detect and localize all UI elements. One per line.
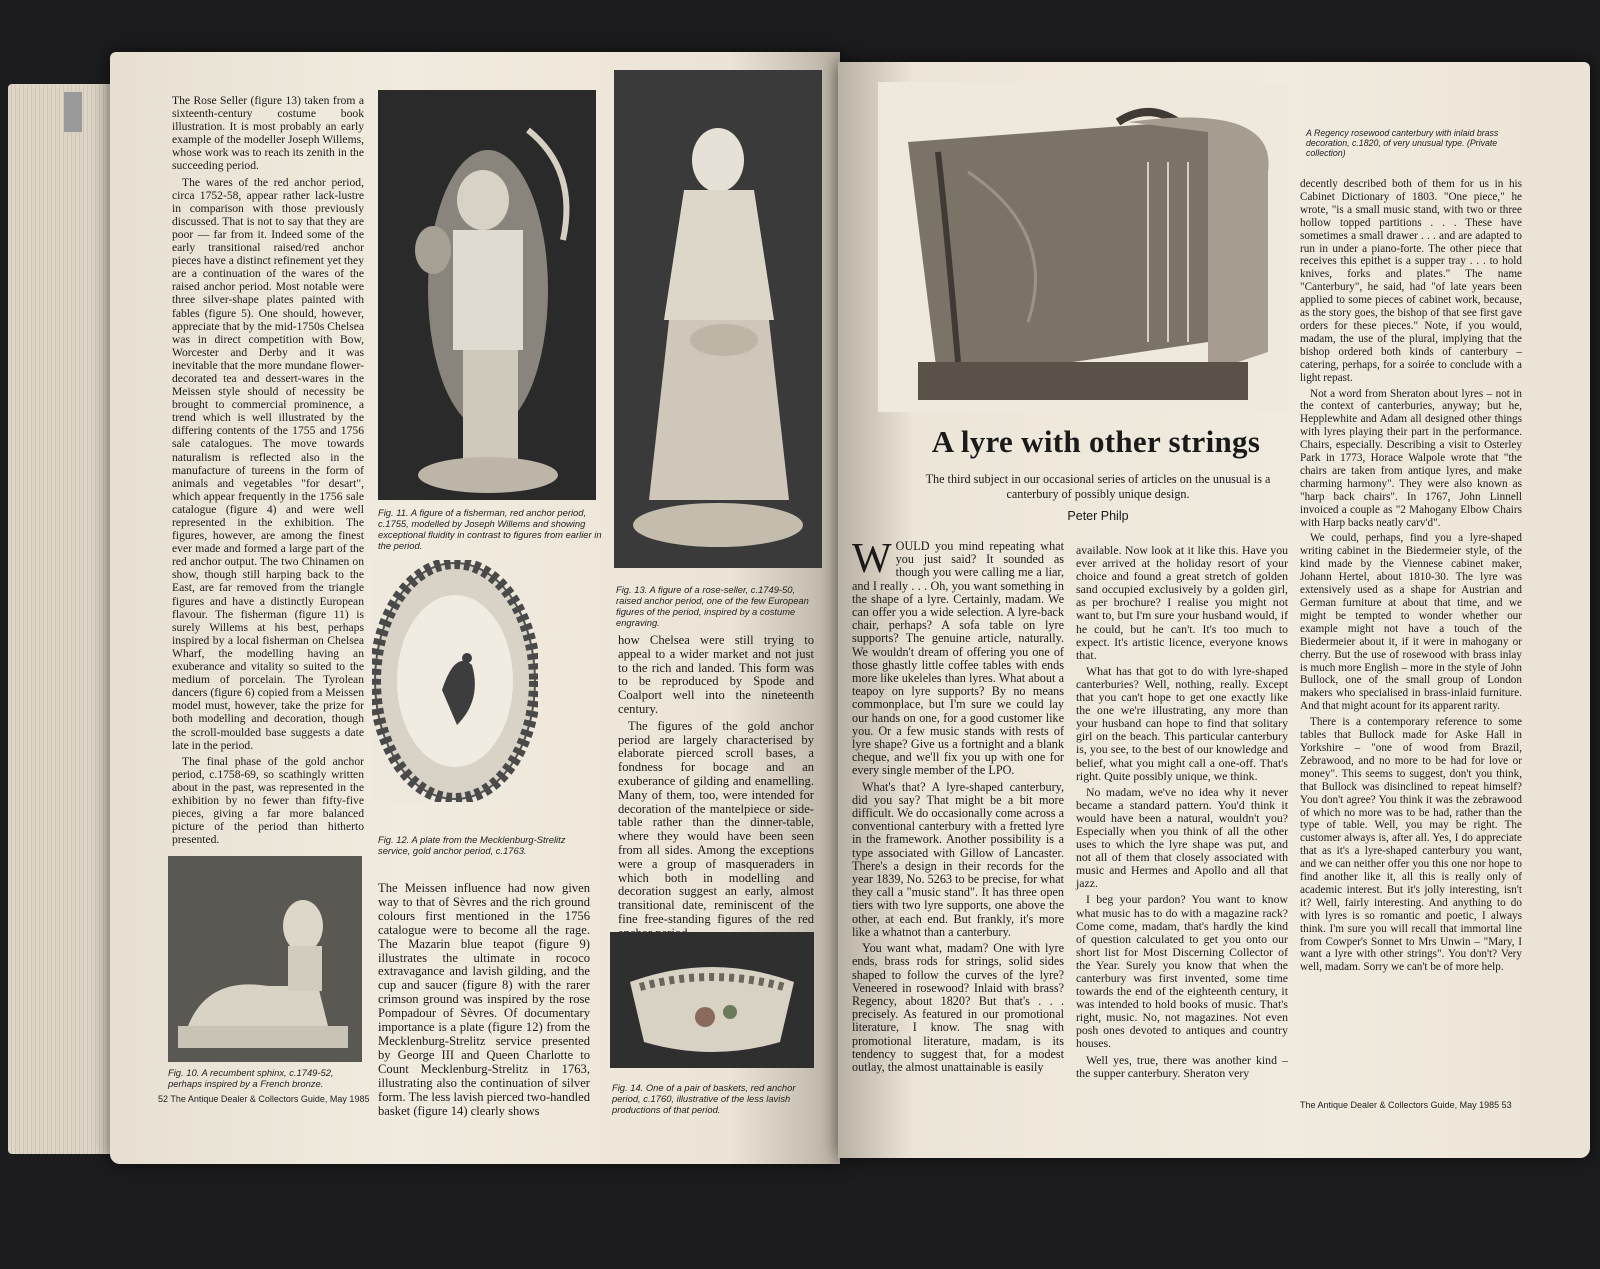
paragraph: The final phase of the gold anchor period, c.1758-69, so scathingly written about in the past, was represented in the exhibition by no fewer than fifty-five pieces, giving a far more balanced picture of the period than hitherto presented. xyxy=(172,754,364,847)
left-col-2 xyxy=(618,634,814,944)
right-col-2 xyxy=(1076,544,1288,1083)
fig10-caption: Fig. 10. A recumbent sphinx, c.1749-52, perhaps inspired by a French bronze. xyxy=(168,1067,334,1089)
paragraph: available. Now look at it like this. Have you ever arrived at the holiday resort of your choice and found a great stretch of golden sand occupied exclusively by a golden girl, as per brochure? I realise you might not want to, but I'm sure your husband would, if he could, but he can't. It's too much to expect. It's artistic licence, everyone knows that. xyxy=(1076,543,1288,662)
article-author: Peter Philp xyxy=(1067,509,1129,523)
mecklenburg-plate-photo xyxy=(372,560,538,802)
paragraph: Well yes, true, there was another kind – the supper canterbury. Sheraton very xyxy=(1076,1052,1288,1080)
paragraph xyxy=(852,536,1064,778)
canterbury-caption: A Regency rosewood canterbury with inlaid brass decoration, c.1820, of very unusual type. (Private collection) xyxy=(1306,128,1499,158)
article-standfirst: The third subject in our occasional series of articles on the unusual is a canterbury of possibly unique design. xyxy=(925,472,1271,501)
left-page xyxy=(110,52,840,1164)
paragraph: The wares of the red anchor period, circa 1752-58, appear rather lack-lustre in comparison with those previously discussed. That is not to say that they are poor — far from it. Indeed some of the early transitional raised/red anchor pieces have a distinct refinement yet they are a continuation of the wares of the raised anchor period. Most notable were three silver-shape plates painted with fables (figure 5). One should, however, appreciate that by the mid-1750s Chelsea was in direct competition with Bow, Worcester and Derby and it was inevitable that the more mundane flower-decorated tea and dessert-wares in the Meissen style should of necessity be brought to commercial prominence, a trend which is well illustrated by the differing contents of the 1755 and 1756 sale catalogues. The move towards naturalism is reflected also in the manufacture of tureens in the form of animals and vegetables "for desart", which appear frequently in the 1756 sale catalogue (figure 4) and were well represented in the exhibition. The figures, however, are among the finest ever made and formed a large part of the red anchor output. The two Chinamen on show, though still harping back to the East, are far removed from the triangle figures and have a distinctly European flavour. The fisherman (figure 11) is surely Willems at his best, perhaps inspired by a local fisherman on Chelsea Wharf, the modelling having an exuberance and vitality so suited to the medium of porcelain. The Tyrolean dancers (figure 6) copied from a Meissen model must, however, take the prize for both modelling and decoration, though the scroll-moulded base suggests a date late in the period. xyxy=(172,175,364,752)
right-page xyxy=(838,62,1590,1158)
paragraph-text: OULD you mind repeating what you just said? It sounded as though you were calling me a liar, and I really . . . Oh, you want something in the shape of a lyre. Certainly, madam. We can offer you a wide selection. A lyre-back chair, perhaps? A sofa table on lyre supports? The genuine article, naturally. We wouldn't dream of offering you one of those ghastly little coffee tables with ends more like ukeleles than lyres. What about a teapoy on lyre supports? By no means commonplace, but I'm sure we could lay our hands on one, for a good customer like you. Or a few music stands with rests of lyre shape? Give us a fortnight and a blank cheque, and we'll fix you up with one for every single member of the LPO. xyxy=(852,539,1064,778)
page-footer-left: 52 The Antique Dealer & Collectors Guide, May 1985 xyxy=(158,1094,370,1104)
paragraph: how Chelsea were still trying to appeal to a wider market and not just to the rich and landed. This form was to be reproduced by Spode and Coalport well into the nineteenth century. xyxy=(618,633,814,716)
fig13-caption: Fig. 13. A figure of a rose-seller, c.1749-50, raised anchor period, one of the few European figures of the period, inspired by a costume engraving. xyxy=(616,584,809,628)
page-tab-marker xyxy=(64,92,82,132)
left-col-1 xyxy=(172,94,364,849)
rose-seller-figure-photo xyxy=(614,70,822,568)
paragraph: The figures of the gold anchor period are largely characterised by elaborate pierced scroll bases, a fondness for bocage and an exuberance of gilding and enamelling. Many of them, too, were intended for decoration of the mantelpiece or side-table rather than the dinner-table, where they would have been seen from all sides. Among the exceptions were a group of masqueraders in which both in modelling and decoration suggest an early, almost transitional date, reminiscent of the fine free-standing figures of the red xyxy=(618,718,814,926)
paragraph: What's that? A lyre-shaped canterbury, did you say? That might be a bit more difficult. We do occasionally come across a conventional canterbury with a fretted lyre in the framework. Another possibility is a type associated with Gillow of Lancaster. There's a design in their records for the year 1839, No. 5263 to be precise, for what they call a "music stand". It has three open tiers with two lyre supports, one above the other, at each end. But frankly, it's more like a whatnot than a canterbury. xyxy=(852,779,1064,939)
page-edges xyxy=(8,84,112,1154)
lyre-canterbury-photo xyxy=(878,82,1288,412)
fig14-caption: Fig. 14. One of a pair of baskets, red anchor period, c.1760, illustrative of the less lavish productions of that period. xyxy=(612,1082,796,1115)
drop-cap: W xyxy=(852,536,892,582)
paragraph: You want what, madam? One with lyre ends, brass rods for strings, solid sides shaped to follow the curves of the lyre? Veneered in rosewood? Inlaid with brass? Regency, about 1820? But that's . . . precisely. As featured in our promotional literature, I know. The snag with promotional literature, madam, is its tendency to suggest that, for a modest outlay, the almost unattainable is easily xyxy=(852,941,1064,1074)
right-col-1 xyxy=(852,536,1064,1077)
paragraph: We could, perhaps, find you a lyre-shaped writing cabinet in the Biedermeier style, of the kind made by the Viennese cabinet maker, Johann Hertel, about 1810-30. The lyre was extensively used as a shape for Austrian and German furniture at about that time, and we might be tempted to wonder whether our example might not have a touch of the Biedermeier about it, if it were in mahogany or cherry. But the use of rosewood with brass inlay is much more English – more in the style of John Bullock, one of the small group of London makers who specialised in brass-inlaid furniture. And that might acount for its apparent rarity. xyxy=(1300,532,1522,713)
paragraph: What has that got to do with lyre-shaped canterburies? Well, nothing, really. Except that you can't hope to get one exactly like the one we're illustrating, any more than your husband can hope to find that solitary girl on the beach. This particular canterbury is, you see, to the best of our knowledge and belief, what you might call a one-off. That's right. Quite possibly unique, we think. xyxy=(1076,663,1288,783)
basket-photo xyxy=(610,932,814,1068)
paragraph: No madam, we've no idea why it never became a standard pattern. You'd think it would have been a natural, wouldn't you? Especially when you think of all the other uses to which the lyre shape was put, and not all of them that closely associated with music and Hermes and Apollo and all that jazz. xyxy=(1076,784,1288,891)
right-col-3 xyxy=(1300,178,1522,977)
article-title: A lyre with other strings xyxy=(931,424,1261,459)
left-col-3 xyxy=(378,882,590,1121)
paragraph: Not a word from Sheraton about lyres – not in the context of canterburies, anyway; but he, Hepplewhite and Adam all designed other things with lyres playing their part in the performance. Chairs, especially. Describing a visit to Osterley Park in 1773, Horace Walpole wrote that "the chairs are taken from antique lyres, and make charming harmony". They were also known as "harp back chairs". In 1767, John Linnell invoiced a couple as "2 Mahogany Elbow Chairs with Harp backs neatly carv'd". xyxy=(1300,387,1522,529)
sphinx-figure-photo xyxy=(168,856,362,1062)
paragraph: The Meissen influence had now given way to that of Sèvres and the rich ground colours first mentioned in the 1756 catalogue were to become all the rage. The Mazarin blue teapot (figure 9) illustrates the ultimate in rococo extravagance and lavish gilding, and the cup and saucer (figure 8) with the rarer crimson ground was inspired by the rose Pompadour of Sèvres. Of documentary importance is a plate (figure 12) from the Mecklenburg-Strelitz service presented by George III and Queen Charlotte to Count Mecklenburg-Strelitz in 1763, illustrating also the continuation of silver form. The less lavish pierced two-handled basket (figure 14) clearly shows xyxy=(378,881,590,1118)
fig11-caption: Fig. 11. A figure of a fisherman, red anchor period, c.1755, modelled by Joseph Willems and showing exceptional fluidity in contrast to figures from earlier in the period. xyxy=(378,507,602,551)
paragraph: I beg your pardon? You want to know what music has to do with a magazine rack? Come come, madam, that's hardly the kind of question calculated to get you onto our short list for Most Discerning Collector of the Year. Surely you know that when the canterbury was first invented, some time towards the end of the eighteenth century, it was intended to hold books of music. That's right, music. No, not magazines. Not even posh ones devoted to antiques and country houses. xyxy=(1076,892,1288,1051)
fig12-caption: Fig. 12. A plate from the Mecklenburg-Strelitz service, gold anchor period, c.1763. xyxy=(378,834,566,856)
paragraph: The Rose Seller (figure 13) taken from a sixteenth-century costume book illustration. It is most probably an early example of the modeller Joseph Willems, whose work was to reach its zenith in the succeeding period. xyxy=(172,94,364,173)
paragraph: There is a contemporary reference to some tables that Bullock made for Aske Hall in Yorkshire – "one of wood from Brazil, Zebrawood, and no more to be had for love or money". This seems to suggest, don't you think, that Bullock was disinclined to repeat himself? You don't agree? You think it was the zebrawood of which no more was to be had, rather than the type of table. Well, you may be right. The customer always is, after all. Yes, I do appreciate that as it's a lyre-shaped canterbury you want, and we can neither offer you this one nor hope to find another like it, all this is really only of academic interest. But it's jolly interesting, isn't it? Well, fairly interesting. And anything to do with lyres is so romantic and poetic, I always think. I'm sure you will recall that immortal line from Cowper's Sonnet to Mrs Unwin – "Mary, I want a lyre with other strings". You don't? Very well, madam. Sorry we can't be of more help. xyxy=(1300,716,1522,974)
fisherman-figure-photo xyxy=(378,90,596,500)
paragraph: decently described both of them for us in his Cabinet Dictionary of 1803. "One piece," he wrote, "is a small music stand, with two or three hollow topped partitions . . . These have sometimes a small drawer . . . and are adapted to run in under a piano-forte. The other piece that receives this epithet is a supper tray . . . to hold knives, forks and plates." The name "Canterbury", he said, had "of late years been applied to some pieces of cabinet work, because, as the story goes, the bishop of that see first gave orders for these pieces." Note, if you would, madam, the use of the plural, implying that the bishop ordered both kinds of canterbury – catering, perhaps, for a soirée to conclude with a light repast. xyxy=(1300,178,1522,384)
page-footer-right: The Antique Dealer & Collectors Guide, May 1985 53 xyxy=(1300,1100,1512,1110)
